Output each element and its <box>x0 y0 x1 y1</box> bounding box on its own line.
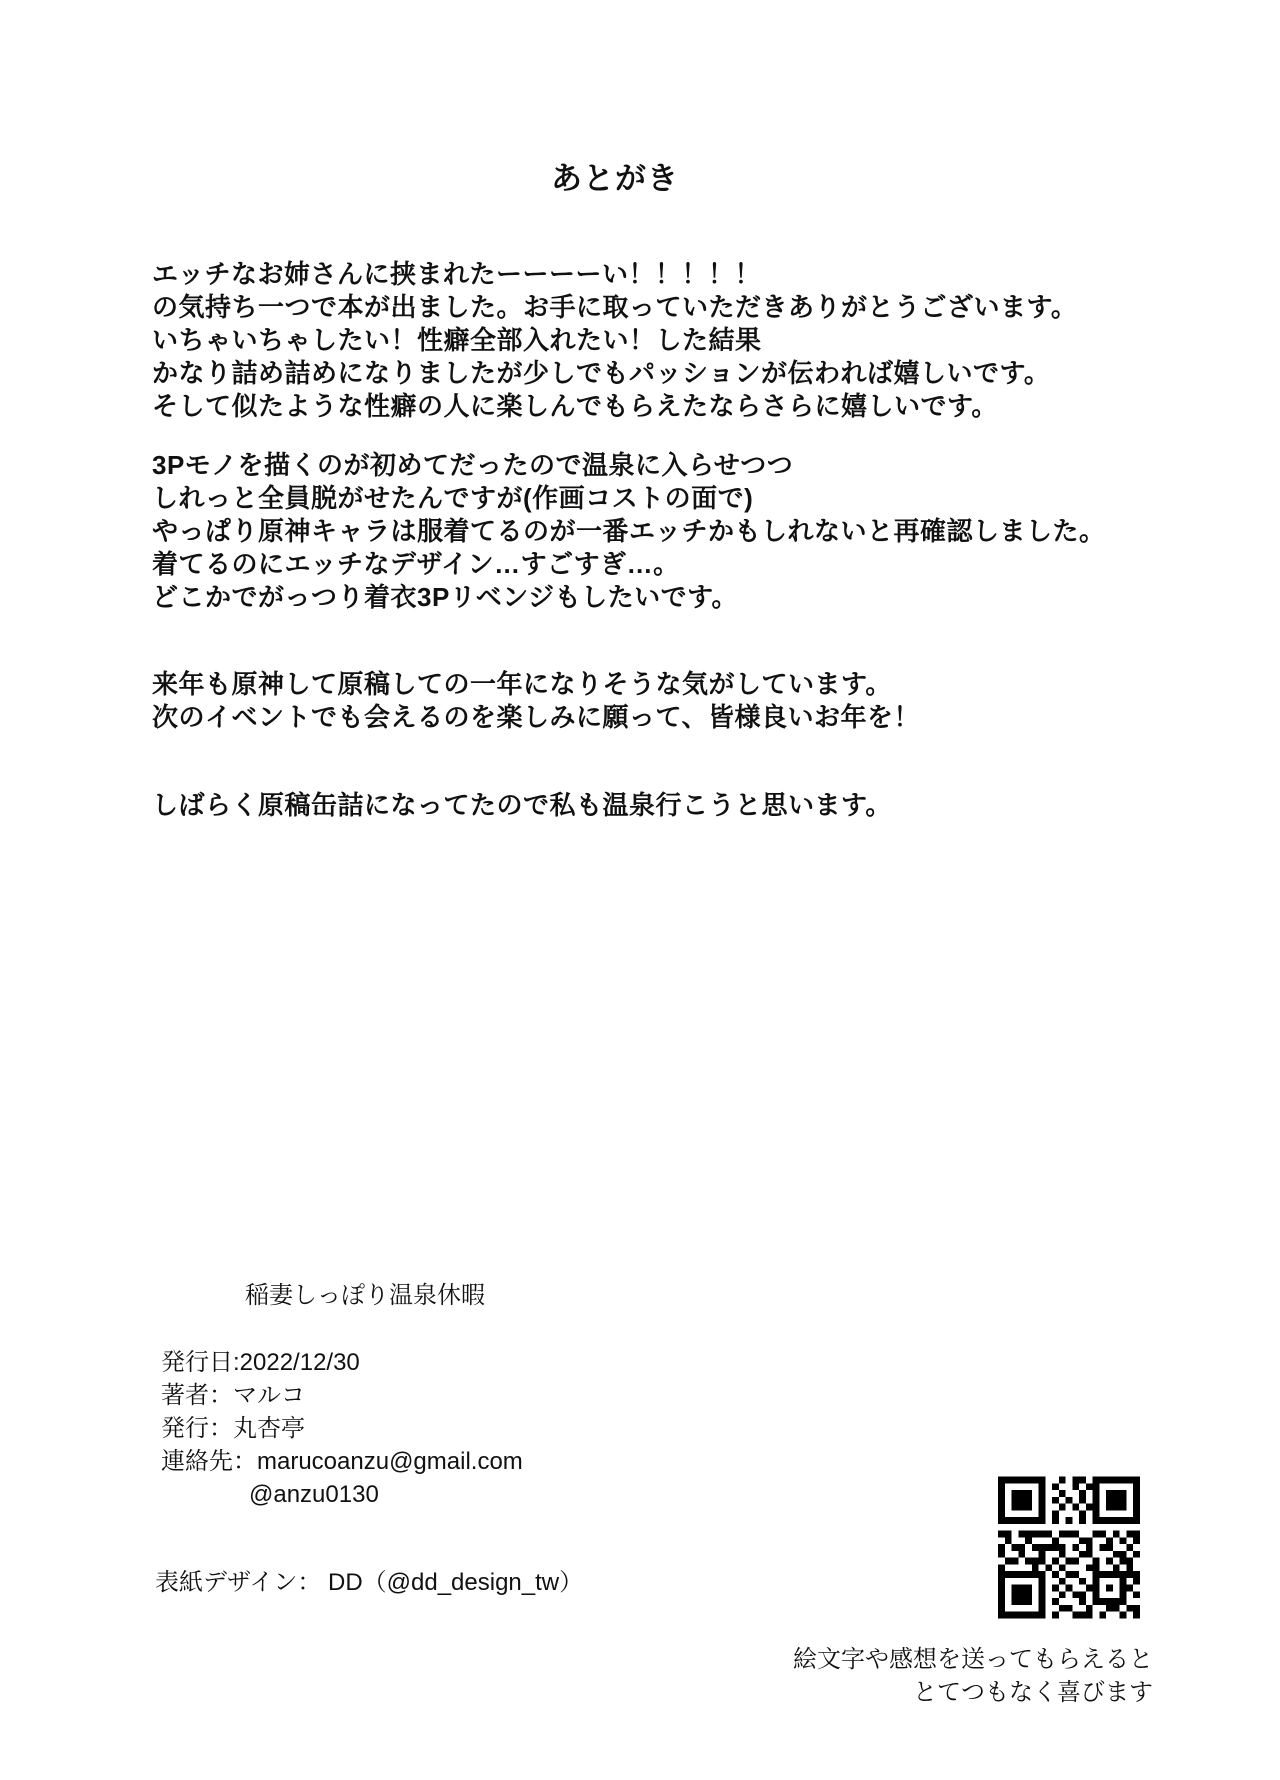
paragraph-line: 次のイベントでも会えるのを楽しみに願って、皆様良いお年を！ <box>152 702 920 732</box>
paragraph-line: しれっと全員脱がせたんですが(作画コストの面で) <box>152 483 754 513</box>
paragraph-line: いちゃいちゃしたい！性癖全部入れたい！した結果 <box>152 325 762 355</box>
paragraph-line: エッチなお姉さんに挟まれたーーーーい！！！！！ <box>152 259 761 289</box>
feedback-note <box>793 1643 1153 1709</box>
feedback-note-line: 絵文字や感想を送ってもらえると <box>793 1646 1153 1673</box>
afterword-paragraph-2 <box>152 449 1105 614</box>
paragraph-line: 3Pモノを描くのが初めてだったので温泉に入らせつつ <box>152 450 794 480</box>
feedback-note-line: とてつもなく喜びます <box>913 1679 1153 1706</box>
publisher: 発行：丸杏亭 <box>161 1415 305 1442</box>
cover-design-credit: 表紙デザイン： DD（@dd_design_tw） <box>155 1569 584 1596</box>
contact-twitter-handle: @anzu0130 <box>249 1481 379 1508</box>
paragraph-line: 来年も原神して原稿しての一年になりそうな気がしています。 <box>152 669 892 699</box>
page-title: あとがき <box>551 161 679 196</box>
colophon-block <box>161 1346 523 1511</box>
author: 著者：マルコ <box>161 1382 305 1409</box>
afterword-paragraph-4 <box>152 789 892 822</box>
paragraph-line: しばらく原稿缶詰になってたので私も温泉行こうと思います。 <box>152 790 892 820</box>
paragraph-line: かなり詰め詰めになりましたが少しでもパッションが伝われば嬉しいです。 <box>152 358 1051 388</box>
publish-date: 発行日:2022/12/30 <box>161 1349 360 1376</box>
book-title: 稲妻しっぽり温泉休暇 <box>245 1282 485 1309</box>
afterword-paragraph-1 <box>152 258 1077 423</box>
paragraph-line: 着てるのにエッチなデザイン…すごすぎ…。 <box>152 549 680 579</box>
paragraph-line: の気持ち一つで本が出ました。お手に取っていただきありがとうございます。 <box>152 292 1078 322</box>
paragraph-line: やっぱり原神キャラは服着てるのが一番エッチかもしれないと再確認しました。 <box>152 516 1106 546</box>
paragraph-line: そして似たような性癖の人に楽しんでもらえたならさらに嬉しいです。 <box>152 391 998 421</box>
paragraph-line: どこかでがっつり着衣3Pリベンジもしたいです。 <box>152 582 739 612</box>
contact-email: 連絡先：marucoanzu@gmail.com <box>161 1448 523 1475</box>
qr-code-icon <box>998 1475 1140 1620</box>
afterword-paragraph-3 <box>152 668 920 734</box>
